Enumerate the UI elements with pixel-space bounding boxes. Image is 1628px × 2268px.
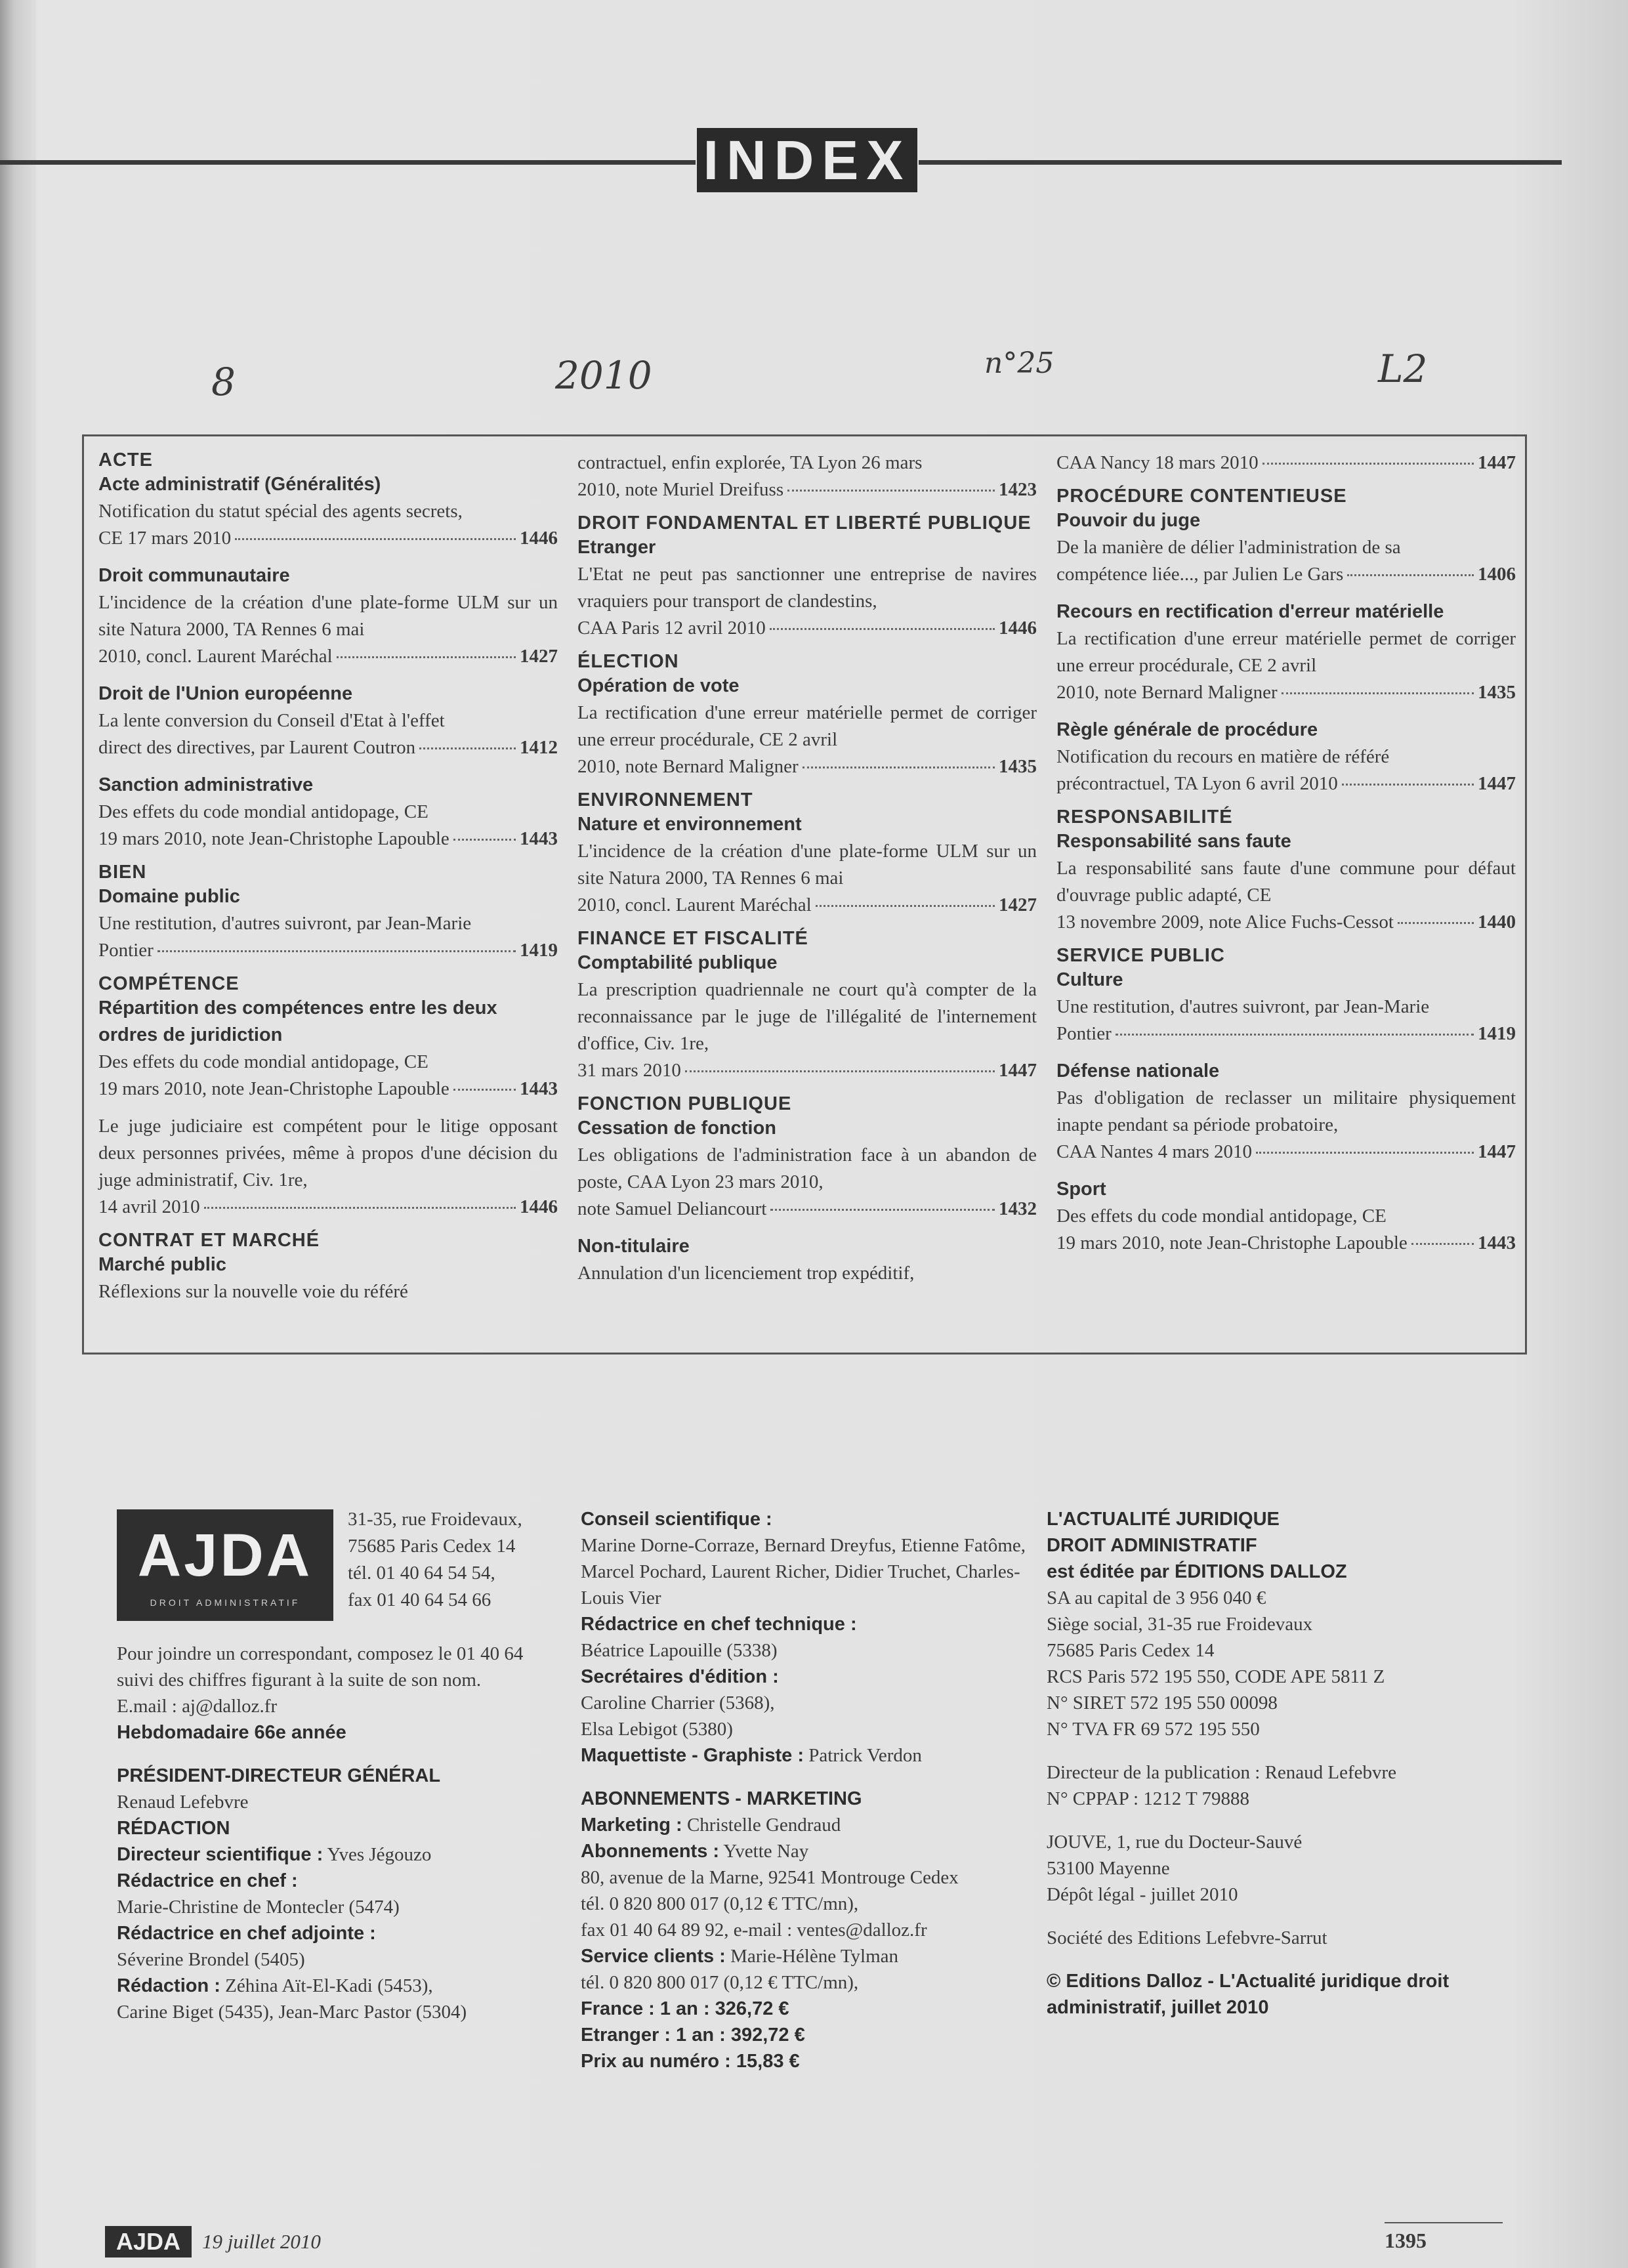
- address-block: 31-35, rue Froidevaux, 75685 Paris Cedex 14 tél. 01 40 64 54 54, fax 01 40 64 54 66: [348, 1509, 522, 1610]
- index-entry: L'incidence de la création d'une plate-forme ULM sur un site Natura 2000, TA Rennes 6 mai 2010, concl. Laurent Maréchal 1427: [98, 589, 558, 670]
- subheading: Opération de vote: [577, 675, 740, 696]
- index-entry: L'Etat ne peut pas sanctionner une entreprise de navires vraquiers pour transport de clandestins, CAA Paris 12 avril 2010 1446: [577, 561, 1037, 642]
- subheading: Marché public: [98, 1254, 226, 1275]
- page-number: 1423: [999, 479, 1037, 500]
- index-entry: Une restitution, d'autres suivront, par Jean-Marie Pontier 1419: [1056, 994, 1516, 1047]
- index-entry: La lente conversion du Conseil d'Etat à l'effet direct des directives, par Laurent Coutron 1412: [98, 707, 558, 761]
- section-heading: RESPONSABILITÉ: [1056, 807, 1233, 828]
- index-entry: Notification du statut spécial des agents secrets, CE 17 mars 2010 1446: [98, 498, 558, 552]
- index-entry: CAA Nancy 18 mars 2010 1447: [1056, 450, 1516, 476]
- colophon-left: Pour joindre un correspondant, composez le 01 40 64 suivi des chiffres figurant à la suite de son nom. E.mail : aj@dalloz.fr Hebdomadaire 66e année PRÉSIDENT-DIRECTEUR GÉNÉRAL Renaud Lefebvre RÉDACTION Directeur scientifique : Yves Jégouzo Rédactrice en chef : Marie-Christine de Montecler (5474) Rédactrice en chef adjointe : Séverine Brondel (5405) Rédaction : Zéhina Aït-El-Kadi (5453), Carine Biget (5435), Jean-Marc Pastor (5304): [117, 1643, 524, 2023]
- section-heading: DROIT FONDAMENTAL ET LIBERTÉ PUBLIQUE: [577, 513, 1032, 534]
- subheading: Répartition des compétences entre les deux ordres de juridiction: [98, 998, 497, 1045]
- page-number: 1446: [520, 528, 558, 549]
- header-rule-left: [0, 160, 696, 165]
- section-heading: FINANCE ET FISCALITÉ: [577, 928, 808, 949]
- section-heading: SERVICE PUBLIC: [1056, 945, 1225, 966]
- subheading: Responsabilité sans faute: [1056, 831, 1291, 852]
- handwriting-a: 8: [211, 360, 236, 404]
- page-number: 1440: [1478, 912, 1516, 933]
- page-number: 1406: [1478, 564, 1516, 585]
- section-heading: PROCÉDURE CONTENTIEUSE: [1056, 486, 1347, 507]
- index-entry: Annulation d'un licenciement trop expéditif,: [577, 1263, 915, 1284]
- page-number: 1447: [1478, 773, 1516, 794]
- subheading: Recours en rectification d'erreur matérielle: [1056, 601, 1444, 622]
- handwriting-c: n°25: [984, 346, 1054, 380]
- index-entry: Pas d'obligation de reclasser un militaire physiquement inapte pendant sa période probatoire, CAA Nantes 4 mars 2010 1447: [1056, 1085, 1516, 1166]
- page-number: 1419: [1478, 1023, 1516, 1044]
- index-entry: La rectification d'une erreur matérielle permet de corriger une erreur procédurale, CE 2 avril 2010, note Bernard Maligner 1435: [1056, 625, 1516, 706]
- index-entry: Les obligations de l'administration face à un abandon de poste, CAA Lyon 23 mars 2010, note Samuel Deliancourt 1432: [577, 1142, 1037, 1223]
- header-rule-right: [919, 160, 1562, 165]
- footer-date: 19 juillet 2010: [202, 2230, 321, 2253]
- page-number: 1443: [520, 828, 558, 849]
- page-number: 1435: [1478, 682, 1516, 703]
- index-column-1: [98, 450, 558, 1305]
- index-entry: Réflexions sur la nouvelle voie du référé: [98, 1281, 408, 1302]
- index-entry: L'incidence de la création d'une plate-forme ULM sur un site Natura 2000, TA Rennes 6 mai 2010, concl. Laurent Maréchal 1427: [577, 838, 1037, 919]
- page-number: 1447: [1478, 1141, 1516, 1162]
- subheading: Acte administratif (Généralités): [98, 474, 381, 495]
- subheading: Sanction administrative: [98, 774, 314, 795]
- index-entry: contractuel, enfin explorée, TA Lyon 26 mars 2010, note Muriel Dreifuss 1423: [577, 450, 1037, 503]
- index-column-2: [577, 450, 1037, 1287]
- index-entry: Notification du recours en matière de référé précontractuel, TA Lyon 6 avril 2010 1447: [1056, 744, 1516, 797]
- page-number: 1447: [1478, 452, 1516, 473]
- subheading: Cessation de fonction: [577, 1118, 776, 1139]
- page-number: 1443: [520, 1078, 558, 1099]
- subheading: Défense nationale: [1056, 1060, 1220, 1082]
- page-number: 1432: [999, 1198, 1037, 1219]
- index-entry: Des effets du code mondial antidopage, CE 19 mars 2010, note Jean-Christophe Lapouble 1443: [98, 1049, 558, 1102]
- subheading: Règle générale de procédure: [1056, 719, 1318, 740]
- index-entry: La responsabilité sans faute d'une commune pour défaut d'ouvrage public adapté, CE 13 novembre 2009, note Alice Fuchs-Cessot 1440: [1056, 855, 1516, 936]
- section-heading: COMPÉTENCE: [98, 973, 240, 994]
- page-number: 1412: [520, 737, 558, 758]
- section-heading: BIEN: [98, 862, 147, 883]
- page-number: 1446: [520, 1196, 558, 1217]
- section-heading: ENVIRONNEMENT: [577, 789, 753, 810]
- subheading: Nature et environnement: [577, 814, 802, 835]
- index-frame: [82, 434, 1527, 1354]
- index-column-3: [1056, 450, 1516, 1257]
- section-heading: ÉLECTION: [577, 651, 679, 672]
- index-entry: Une restitution, d'autres suivront, par Jean-Marie Pontier 1419: [98, 910, 558, 964]
- subheading: Non-titulaire: [577, 1236, 690, 1257]
- index-entry: La prescription quadriennale ne court qu'à compter de la reconnaissance par le juge de l'illégalité de l'internement d'office, Civ. 1re, 31 mars 2010 1447: [577, 976, 1037, 1084]
- subheading: Droit communautaire: [98, 565, 290, 586]
- page-number: 1443: [1478, 1232, 1516, 1253]
- index-title: INDEX: [697, 128, 917, 192]
- index-entry: Le juge judiciaire est compétent pour le litige opposant deux personnes privées, même à propos d'une décision du juge administratif, Civ. 1re, 14 avril 2010 1446: [98, 1113, 558, 1221]
- subheading: Sport: [1056, 1179, 1106, 1200]
- index-entry: Des effets du code mondial antidopage, CE 19 mars 2010, note Jean-Christophe Lapouble 1443: [1056, 1203, 1516, 1257]
- footer-rule: [1385, 2222, 1503, 2223]
- subheading: Etranger: [577, 537, 656, 558]
- subheading: Culture: [1056, 969, 1123, 990]
- page-number: 1427: [520, 646, 558, 667]
- page-number: 1447: [999, 1060, 1037, 1081]
- ajda-logo: AJDA DROIT ADMINISTRATIF: [117, 1509, 333, 1621]
- page-number-footer: 1395: [1385, 2229, 1427, 2252]
- subheading: Domaine public: [98, 886, 240, 907]
- subheading: Pouvoir du juge: [1056, 510, 1201, 531]
- colophon-middle: Conseil scientifique : Marine Dorne-Corraze, Bernard Dreyfus, Etienne Fatôme, Marcel Pochard, Laurent Richer, Didier Truchet, Charles-Louis Vier Rédactrice en chef technique : Béatrice Lapouille (5338) Secrétaires d'édition : Caroline Charrier (5368), Elsa Lebigot (5380) Maquettiste - Graphiste : Patrick Verdon ABONNEMENTS - MARKETING Marketing : Christelle Gendraud Abonnements : Yvette Nay 80, avenue de la Marne, 92541 Montrouge Cedex tél. 0 820 800 017 (0,12 € TTC/mn), fax 01 40 64 89 92, e-mail : ventes@dalloz.fr Service clients : Marie-Hélène Tylman tél. 0 820 800 017 (0,12 € TTC/mn), France : 1 an : 326,72 € Etranger : 1 an : 392,72 € Prix au numéro : 15,83 €: [581, 1509, 1026, 2072]
- colophon-right: L'ACTUALITÉ JURIDIQUE DROIT ADMINISTRATIF est éditée par ÉDITIONS DALLOZ SA au capital de 3 956 040 € Siège social, 31-35 rue Froidevaux 75685 Paris Cedex 14 RCS Paris 572 195 550, CODE APE 5811 Z N° SIRET 572 195 550 00098 N° TVA FR 69 572 195 550 Directeur de la publication : Renaud Lefebvre N° CPPAP : 1212 T 79888 JOUVE, 1, rue du Docteur-Sauvé 53100 Mayenne Dépôt légal - juillet 2010 Société des Editions Lefebvre-Sarrut © Editions Dalloz - L'Actualité juridique droit administratif, juillet 2010: [1047, 1509, 1450, 2018]
- handwriting-d: L2: [1378, 346, 1428, 391]
- section-heading: CONTRAT ET MARCHÉ: [98, 1230, 320, 1251]
- footer-logo: AJDA: [105, 2226, 192, 2258]
- handwriting-b: 2010: [555, 353, 652, 398]
- page-number: 1427: [999, 894, 1037, 915]
- subheading: Droit de l'Union européenne: [98, 683, 353, 704]
- index-entry: De la manière de délier l'administration de sa compétence liée..., par Julien Le Gars 1406: [1056, 534, 1516, 588]
- subheading: Comptabilité publique: [577, 952, 778, 973]
- page-number: 1419: [520, 940, 558, 961]
- binding-shadow: [0, 0, 36, 2268]
- section-heading: FONCTION PUBLIQUE: [577, 1093, 792, 1114]
- index-entry: Des effets du code mondial antidopage, CE 19 mars 2010, note Jean-Christophe Lapouble 1443: [98, 799, 558, 852]
- index-entry: La rectification d'une erreur matérielle permet de corriger une erreur procédurale, CE 2 avril 2010, note Bernard Maligner 1435: [577, 700, 1037, 780]
- page-number: 1446: [999, 618, 1037, 639]
- section-heading: ACTE: [98, 450, 153, 471]
- page-number: 1435: [999, 756, 1037, 777]
